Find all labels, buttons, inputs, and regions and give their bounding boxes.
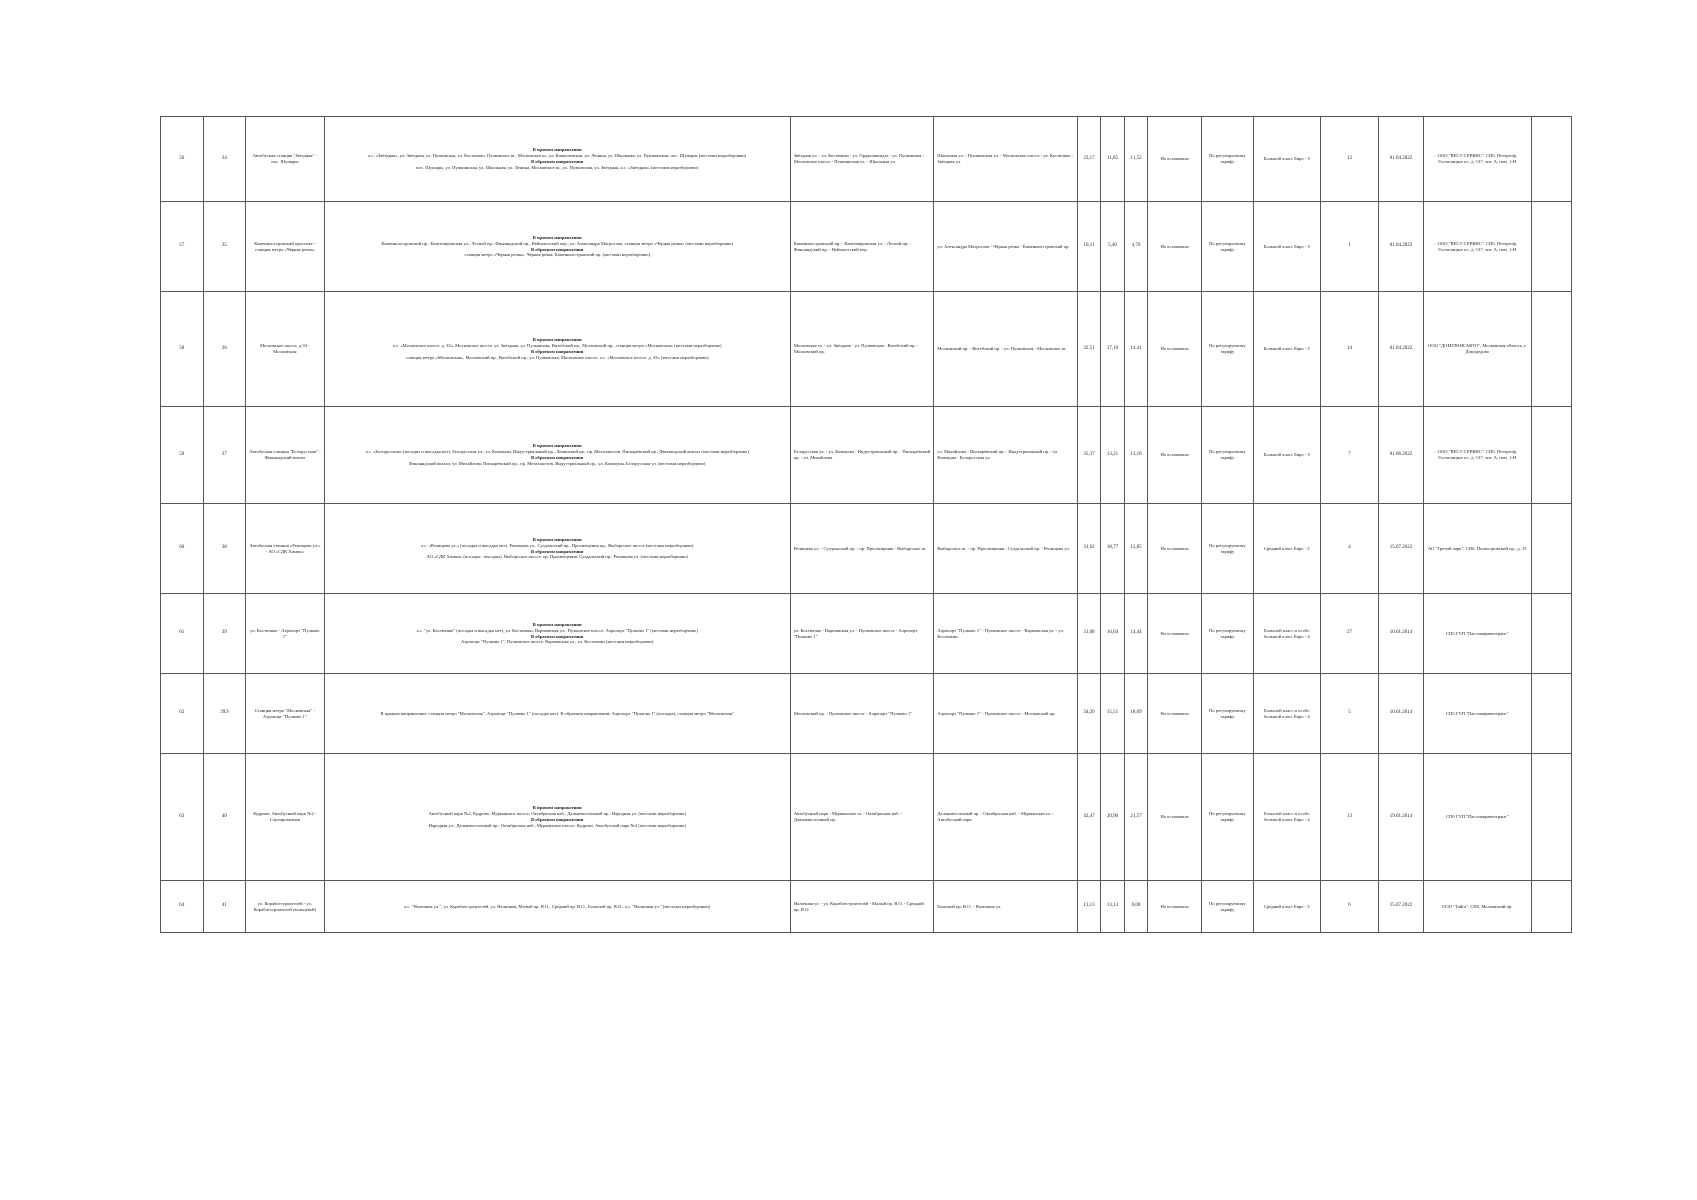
table-row bbox=[161, 754, 1572, 881]
direction-label-backward: В обратном направлении bbox=[531, 349, 584, 354]
length-forward: 32,51 bbox=[1077, 292, 1101, 407]
route-registry-sheet bbox=[160, 116, 1572, 933]
direction-label-forward: В прямом направлении bbox=[532, 536, 582, 542]
empty-cell bbox=[1531, 407, 1571, 504]
length-total: 18,69 bbox=[1124, 674, 1148, 754]
carrier-info: ООО "ВЕСТ-СЕРВИС", СПб, Петергоф, Гостилицкое ш., д. 137, лит. А, пом. 1-Н bbox=[1423, 407, 1531, 504]
carrier-info: ООО "ДОМТРАНСАВТО", Московская область, г. Домодедово bbox=[1423, 292, 1531, 407]
empty-cell bbox=[1531, 674, 1571, 754]
length-backward: 20,90 bbox=[1101, 754, 1125, 881]
stop-procedure: На остановках bbox=[1148, 674, 1202, 754]
route-path bbox=[324, 407, 790, 504]
tariff-type: По регулируемому тарифу bbox=[1202, 292, 1254, 407]
streets-forward: Репищева ул. - Суздальский пр. - пр. Просвещения - Выборгское ш. bbox=[790, 504, 933, 594]
table-row bbox=[161, 292, 1572, 407]
route-forward: а.с. «Белорусская» (посадка и высадка нет), Белорусская ул., ул. Коммуны, Индустриальный пр., Ленинский пр., пр. Металлистов, Пискарёвский пр., Финляндский вокзал (местами неразборчиво) bbox=[365, 449, 749, 455]
row-number: 57 bbox=[161, 202, 204, 292]
empty-cell bbox=[1531, 594, 1571, 674]
route-name: Каменноостровский проспект - станция метро «Чёрная речка» bbox=[246, 202, 324, 292]
route-forward: а.с. «Звёздная», ул. Звёздная, ул. Пулковская, ул. Костюшко, Пулковское ш., Московское ш., ул. Кокколевская, ул. Ленина, ул. Школьная, ул. Пушкинская, пос. Шушары (местами неразборчиво) bbox=[368, 153, 747, 159]
length-total: 21,57 bbox=[1124, 754, 1148, 881]
route-name: Автобусная станция "Звёздная" - пос. Шушары bbox=[246, 117, 324, 202]
vehicle-class: Большой класс Евро - 5 bbox=[1253, 117, 1320, 202]
streets-forward: Белорусская ул. - ул. Коммуны - Индустриальный пр. - Пискарёвский пр. - ул. Михайлова bbox=[790, 407, 933, 504]
start-date: 01.04.2022 bbox=[1379, 117, 1424, 202]
table-row bbox=[161, 504, 1572, 594]
carrier-info: СПб ГУП "Пассажиравтотранс" bbox=[1423, 754, 1531, 881]
route-number: 38 bbox=[203, 504, 246, 594]
length-backward: 15,51 bbox=[1101, 674, 1125, 754]
stop-procedure: На остановках bbox=[1148, 594, 1202, 674]
tariff-type: По регулируемому тарифу bbox=[1202, 202, 1254, 292]
tariff-type: По регулируемому тарифу bbox=[1202, 881, 1254, 933]
route-path bbox=[324, 674, 790, 754]
streets-backward: Московский пр. - Витебский пр. - ул. Пулковская - Московское ш. bbox=[934, 292, 1077, 407]
length-backward: 17,10 bbox=[1101, 292, 1125, 407]
vehicle-class: Большой класс и особо большой класс Евро - 4 bbox=[1253, 754, 1320, 881]
start-date: 01.06.2022 bbox=[1379, 407, 1424, 504]
route-number: 35 bbox=[203, 202, 246, 292]
route-path bbox=[324, 881, 790, 933]
vehicle-class: Большой класс и особо большой класс Евро - 4 bbox=[1253, 674, 1320, 754]
route-number: 34 bbox=[203, 117, 246, 202]
carrier-info: СПб ГУП "Пассажиравтотранс" bbox=[1423, 594, 1531, 674]
length-total: 14,41 bbox=[1124, 292, 1148, 407]
row-number: 61 bbox=[161, 594, 204, 674]
route-forward: а.с. «Репищева ул.» (посадка и высадка нет), Репищева ул., Суздальский пр., Просвещения пр., Выборгское шоссе (местами неразборчиво) bbox=[421, 542, 694, 548]
route-backward: Народная ул., Дальневосточный пр., Октябрьская наб., Мурманское шоссе, Кудрово, Автобусный парк №2 (местами неразборчиво) bbox=[428, 822, 686, 828]
length-forward: 34,20 bbox=[1077, 674, 1101, 754]
start-date: 10.01.2014 bbox=[1379, 674, 1424, 754]
direction-label-backward: В обратном направлении bbox=[531, 633, 584, 639]
length-backward: 5,40 bbox=[1101, 202, 1125, 292]
direction-label-forward: В прямом направлении bbox=[532, 337, 582, 343]
empty-cell bbox=[1531, 754, 1571, 881]
length-forward: 31,62 bbox=[1077, 504, 1101, 594]
table-row bbox=[161, 407, 1572, 504]
route-number: 39Э bbox=[203, 674, 246, 754]
length-total: 14,44 bbox=[1124, 594, 1148, 674]
direction-label-forward: В прямом направлении bbox=[532, 234, 582, 240]
route-name: Кудрово, Автобусный парк №2 - Сортировочная bbox=[246, 754, 324, 881]
route-path bbox=[324, 292, 790, 407]
length-backward: 16,64 bbox=[1101, 594, 1125, 674]
direction-label-forward: В прямом направлении bbox=[532, 805, 582, 811]
start-date: 19.01.2014 bbox=[1379, 754, 1424, 881]
route-name: ул. Костюшко - Аэропорт "Пулково 1" bbox=[246, 594, 324, 674]
stop-procedure: На остановках bbox=[1148, 117, 1202, 202]
length-total: 12,85 bbox=[1124, 504, 1148, 594]
route-number: 37 bbox=[203, 407, 246, 504]
vehicle-class: Большой класс Евро - 5 bbox=[1253, 292, 1320, 407]
table-row bbox=[161, 117, 1572, 202]
direction-label-forward: В прямом направлении bbox=[532, 443, 582, 449]
route-name: Автобусная станция "Белорусская" - Финляндский вокзал bbox=[246, 407, 324, 504]
vehicle-count: 7 bbox=[1320, 407, 1378, 504]
route-forward: В прямом направлении: станция метро "Московская", Аэропорт "Пулково 1" (посадка нет). В обратном направлении: Аэропорт "Пулково 1" (посадка), станция метро "Московская" bbox=[380, 710, 734, 716]
route-number: 39 bbox=[203, 594, 246, 674]
streets-backward: Школьная ул. - Пушкинская ул. - Московское шоссе - ул. Костюшко - Звёздная ул. bbox=[934, 117, 1077, 202]
stop-procedure: На остановках bbox=[1148, 202, 1202, 292]
streets-backward: ул. Михайлова - Пискарёвский пр. - Индустриальный пр. - ул. Коммуны - Белорусская ул. bbox=[934, 407, 1077, 504]
length-forward: 23,17 bbox=[1077, 117, 1101, 202]
streets-backward: Аэропорт "Пулково 1" - Пулковское шоссе - Московский пр. bbox=[934, 674, 1077, 754]
vehicle-class: Средний класс Евро - 5 bbox=[1253, 504, 1320, 594]
route-registry-table bbox=[160, 116, 1572, 933]
stop-procedure: На остановках bbox=[1148, 754, 1202, 881]
length-forward: 13,13 bbox=[1077, 881, 1101, 933]
vehicle-class: Большой класс Евро - 5 bbox=[1253, 202, 1320, 292]
vehicle-class: Большой класс и особо большой класс Евро - 4 bbox=[1253, 594, 1320, 674]
streets-backward: ул. Александра Матросова - Чёрная речка - Каменноостровский пр. bbox=[934, 202, 1077, 292]
route-forward: а.с. "Наличная ул.", ул. Кораблестроителей, ул. Наличная, Малый пр. В.О., Средний пр. В.О., Большой пр. В.О., а.с. "Наличная ул." (местами неразборчиво) bbox=[404, 903, 711, 909]
route-forward: а.с. "ул. Костюшко" (посадка и высадка нет), ул. Костюшко, Варшавская ул., Пулковское шоссе, Аэропорт "Пулково 1" (местами неразборчиво) bbox=[416, 627, 698, 633]
route-path bbox=[324, 754, 790, 881]
empty-cell bbox=[1531, 881, 1571, 933]
length-backward: 13,13 bbox=[1101, 881, 1125, 933]
streets-forward: Каменноостровский пр. - Кантемировская ул. - Лесной пр. - Финляндский пр. - Нейшлотский пер. bbox=[790, 202, 933, 292]
start-date: 01.04.2022 bbox=[1379, 292, 1424, 407]
streets-backward: Аэропорт "Пулково 1" - Пулковское шоссе - Варшавская ул. - ул. Костюшко bbox=[934, 594, 1077, 674]
route-path bbox=[324, 504, 790, 594]
route-backward: станция метро «Московская», Московский пр., Витебский пр., ул. Пулковская, Московское шоссе, а.с. «Московское шоссе, д. 33» (местами неразборчиво) bbox=[405, 354, 709, 360]
streets-forward: Автобусный парк - Мурманское ш. - Октябрьская наб. - Дальневосточный пр. bbox=[790, 754, 933, 881]
streets-forward: Звёздная ул. - ул. Костюшко - ул. Орджоникидзе - ул. Пулковская - Московское шоссе - Пушкинская ул. - Школьная ул. bbox=[790, 117, 933, 202]
length-total: 11,52 bbox=[1124, 117, 1148, 202]
vehicle-count: 14 bbox=[1320, 292, 1378, 407]
carrier-info: АО "Третий парк", СПб, Полюстровский пр., д. 15 bbox=[1423, 504, 1531, 594]
start-date: 01.04.2022 bbox=[1379, 202, 1424, 292]
start-date: 10.01.2014 bbox=[1379, 594, 1424, 674]
start-date: 15.07.2022 bbox=[1379, 881, 1424, 933]
route-path bbox=[324, 202, 790, 292]
carrier-info: ООО "Тайга", СПб, Московский пр. bbox=[1423, 881, 1531, 933]
table-row bbox=[161, 674, 1572, 754]
route-number: 40 bbox=[203, 754, 246, 881]
direction-label-backward: В обратном направлении bbox=[531, 817, 584, 822]
route-name: Автобусная станция «Репищева ул.» - АО «СДК Химки» bbox=[246, 504, 324, 594]
streets-backward: Большой пр. В.О. - Наличная ул. bbox=[934, 881, 1077, 933]
length-total: 13,16 bbox=[1124, 407, 1148, 504]
tariff-type: По регулируемому тарифу bbox=[1202, 674, 1254, 754]
streets-forward: Московский пр. - Пулковское шоссе - Аэропорт "Пулково 1" bbox=[790, 674, 933, 754]
length-forward: 42,47 bbox=[1077, 754, 1101, 881]
vehicle-count: 4 bbox=[1320, 504, 1378, 594]
tariff-type: По регулируемому тарифу bbox=[1202, 504, 1254, 594]
direction-label-forward: В прямом направлении bbox=[532, 621, 582, 627]
vehicle-count: 5 bbox=[1320, 674, 1378, 754]
table-row bbox=[161, 881, 1572, 933]
direction-label-backward: В обратном направлении bbox=[531, 159, 584, 164]
route-backward: станция метро «Чёрная речка», Чёрная речка, Каменноостровский пр. (местами неразборчиво) bbox=[464, 252, 651, 258]
carrier-info: ООО "ВЕСТ-СЕРВИС", СПб, Петергоф, Гостилицкое ш., д. 137, лит. А, пом. 1-Н bbox=[1423, 202, 1531, 292]
stop-procedure: На остановках bbox=[1148, 504, 1202, 594]
carrier-info: СПб ГУП "Пассажиравтотранс" bbox=[1423, 674, 1531, 754]
empty-cell bbox=[1531, 292, 1571, 407]
route-name: Станция метро "Московская" - Аэропорт "Пулково 1" bbox=[246, 674, 324, 754]
direction-label-forward: В прямом направлении bbox=[532, 147, 582, 153]
direction-label-backward: В обратном направлении bbox=[531, 548, 584, 554]
route-forward: Каменноостровский пр., Кантемировская ул., Лесной пр., Финляндский пр., Нейшлотский пер., ул. Александра Матросова, станция метро «Чёрная речка» (местами неразборчиво) bbox=[381, 240, 733, 246]
route-name: ул. Кораблестроителей - ул. Кораблестроителей (кольцевой) bbox=[246, 881, 324, 933]
vehicle-count: 13 bbox=[1320, 754, 1378, 881]
row-number: 63 bbox=[161, 754, 204, 881]
length-forward: 31,08 bbox=[1077, 594, 1101, 674]
route-forward: Автобусный парк №2, Кудрово, Мурманское шоссе, Октябрьская наб., Дальневосточный пр., Народная ул. (местами неразборчиво) bbox=[428, 811, 686, 817]
row-number: 58 bbox=[161, 292, 204, 407]
route-backward: пос. Шушары, ул. Пушкинская, ул. Школьная, ул. Ленина, Московское ш., ул. Пулковская, ул. Звёздная, а.с. «Звёздная» (местами неразборчиво) bbox=[416, 164, 699, 170]
empty-cell bbox=[1531, 202, 1571, 292]
route-backward: Финляндский вокзал, ул. Михайлова, Пискарёвский пр., пр. Металлистов, Индустриальный пр., ул. Коммуны, Белорусская ул. (местами неразборчиво) bbox=[408, 460, 706, 466]
direction-label-backward: В обратном направлении bbox=[531, 455, 584, 460]
stop-procedure: На остановках bbox=[1148, 407, 1202, 504]
length-total: 4,70 bbox=[1124, 202, 1148, 292]
row-number: 60 bbox=[161, 504, 204, 594]
tariff-type: По регулируемому тарифу bbox=[1202, 407, 1254, 504]
length-total: 0,00 bbox=[1124, 881, 1148, 933]
vehicle-count: 1 bbox=[1320, 202, 1378, 292]
route-backward: Аэропорт "Пулково 1", Пулковское шоссе, Варшавская ул., ул. Костюшко (местами неразборчиво) bbox=[461, 639, 654, 645]
streets-forward: ул. Костюшко - Варшавская ул. - Пулковское шоссе - Аэропорт "Пулково 1" bbox=[790, 594, 933, 674]
tariff-type: По регулируемому тарифу bbox=[1202, 117, 1254, 202]
length-forward: 35,37 bbox=[1077, 407, 1101, 504]
row-number: 64 bbox=[161, 881, 204, 933]
vehicle-class: Средний класс Евро - 5 bbox=[1253, 881, 1320, 933]
length-backward: 18,77 bbox=[1101, 504, 1125, 594]
table-row bbox=[161, 594, 1572, 674]
row-number: 56 bbox=[161, 117, 204, 202]
streets-backward: Выборгское ш. - пр. Просвещения - Суздальский пр. - Репищева ул. bbox=[934, 504, 1077, 594]
vehicle-count: 12 bbox=[1320, 117, 1378, 202]
stop-procedure: На остановках bbox=[1148, 881, 1202, 933]
table-row bbox=[161, 202, 1572, 292]
length-backward: 11,65 bbox=[1101, 117, 1125, 202]
tariff-type: По регулируемому тарифу bbox=[1202, 594, 1254, 674]
streets-forward: Московское ш. - ул. Звёздная - ул. Пулковская - Витебский пр. - Московский пр. bbox=[790, 292, 933, 407]
carrier-info: ООО "ВЕСТ-СЕРВИС", СПб, Петергоф, Гостилицкое ш., д. 137, лит. А, пом. 1-Н bbox=[1423, 117, 1531, 202]
route-backward: АО «СДК Химки» (посадка - высадка), Выборгское шоссе, пр. Просвещения, Суздальский пр., Репищева ул. (местами неразборчиво) bbox=[426, 554, 688, 560]
start-date: 15.07.2022 bbox=[1379, 504, 1424, 594]
route-name: Московское шоссе, д.33 - Московская bbox=[246, 292, 324, 407]
length-forward: 10,11 bbox=[1077, 202, 1101, 292]
route-number: 41 bbox=[203, 881, 246, 933]
direction-label-backward: В обратном направлении bbox=[531, 246, 584, 252]
streets-backward: Дальневосточный пр. - Октябрьская наб. - Мурманское ш. - Автобусный парк bbox=[934, 754, 1077, 881]
route-number: 36 bbox=[203, 292, 246, 407]
route-path bbox=[324, 117, 790, 202]
vehicle-count: 6 bbox=[1320, 881, 1378, 933]
stop-procedure: На остановках bbox=[1148, 292, 1202, 407]
row-number: 59 bbox=[161, 407, 204, 504]
vehicle-class: Большой класс Евро - 5 bbox=[1253, 407, 1320, 504]
row-number: 62 bbox=[161, 674, 204, 754]
tariff-type: По регулируемому тарифу bbox=[1202, 754, 1254, 881]
length-backward: 13,21 bbox=[1101, 407, 1125, 504]
route-path bbox=[324, 594, 790, 674]
empty-cell bbox=[1531, 117, 1571, 202]
vehicle-count: 27 bbox=[1320, 594, 1378, 674]
streets-forward: Наличная ул. - ул. Кораблестроителей - Малый пр. В.О. - Средний пр. В.О. bbox=[790, 881, 933, 933]
route-forward: а.с. «Московское шоссе, д. 33», Московское шоссе, ул. Звёздная, ул. Пулковская, Витебский пр., Московский пр., станция метро «Московская» (местами неразборчиво) bbox=[392, 343, 722, 349]
empty-cell bbox=[1531, 504, 1571, 594]
